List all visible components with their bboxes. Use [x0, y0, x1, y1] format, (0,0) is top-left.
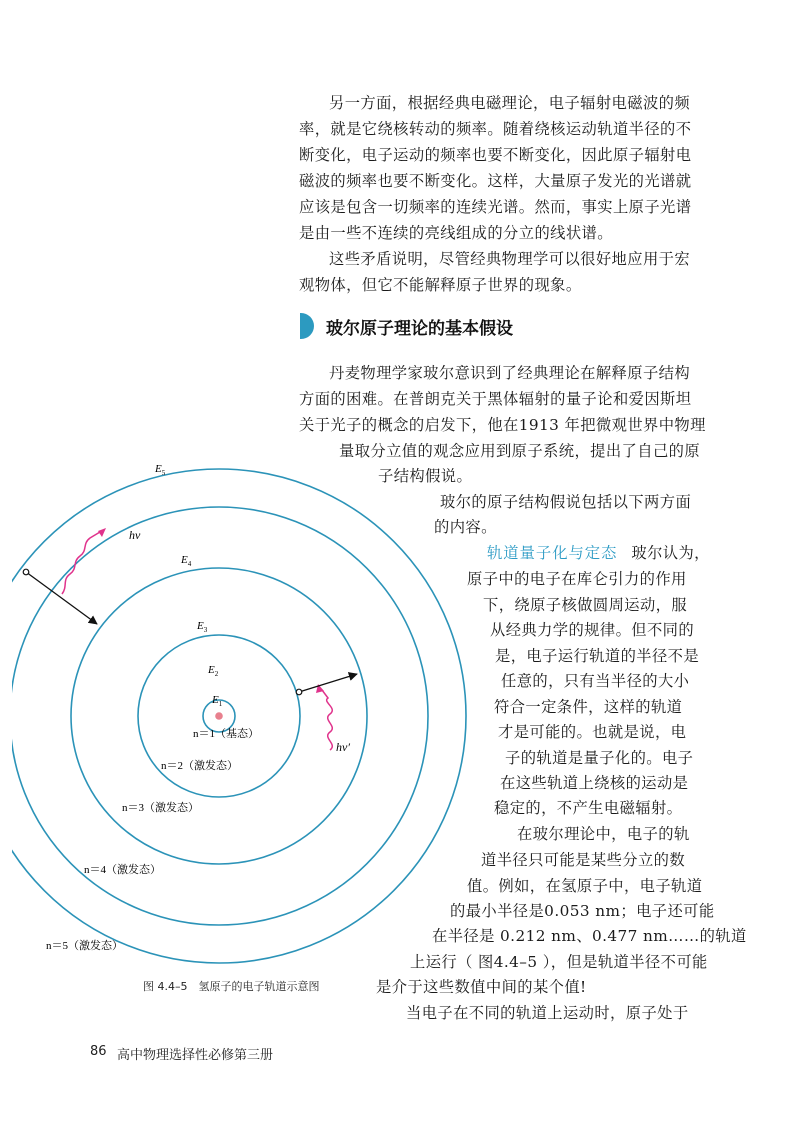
- orbit-n2: [138, 635, 300, 797]
- energy-label-e3: $E_3$: [197, 620, 208, 634]
- section-title: 玻尔原子理论的基本假设: [326, 318, 513, 339]
- energy-label-e5: $E_5$: [155, 463, 166, 477]
- text-line: 是由一些不连续的亮线组成的分立的线状谱。: [299, 224, 613, 242]
- text-line: 才是可能的。也就是说，电: [498, 723, 687, 741]
- transition-arrow-emission: [26, 572, 97, 624]
- photon-emitted-icon: [62, 532, 100, 594]
- figure-caption: 图 4.4–5 氢原子的电子轨道示意图: [143, 980, 320, 993]
- photon-absorption-label: hν′: [336, 740, 350, 754]
- text-line: 子的轨道是量子化的。电子: [505, 749, 694, 767]
- orbit-label-n3: n＝3（激发态）: [122, 802, 199, 814]
- text-line: 应该是包含一切频率的连续光谱。然而，事实上原子光谱: [299, 198, 692, 216]
- text-line: 断变化，电子运动的频率也要不断变化，因此原子辐射电: [299, 146, 692, 164]
- text-line: [487, 540, 710, 566]
- text-line: 当电子在不同的轨道上运动时，原子处于: [406, 1004, 689, 1022]
- nucleus-icon: [215, 712, 223, 720]
- text-line: 从经典力学的规律。但不同的: [490, 621, 695, 639]
- orbit-label-n2: n＝2（激发态）: [161, 760, 238, 772]
- heading-marker-icon: [300, 313, 314, 339]
- text-line: 磁波的频率也要不断变化。这样，大量原子发光的光谱就: [299, 172, 692, 190]
- text-line: 丹麦物理学家玻尔意识到了经典理论在解释原子结构: [329, 364, 691, 382]
- text-line: 是介于这些数值中间的某个值!: [376, 978, 587, 996]
- photon-emitted-arrowhead: [98, 528, 106, 537]
- text-line: 上运行（ 图4.4–5 ），但是轨道半径不可能: [410, 953, 708, 971]
- text-line: 道半径只可能是某些分立的数: [481, 851, 686, 869]
- text-line: 方面的困难。在普朗克关于黑体辐射的量子论和爱因斯坦: [299, 390, 692, 408]
- energy-label-e1: $E_1$: [212, 694, 223, 708]
- keyword-term: 轨道量子化与定态: [487, 544, 618, 562]
- transition-arrow-absorption: [299, 674, 357, 692]
- text-line: 率，就是它绕核转动的频率。随着绕核运动轨道半径的不: [299, 120, 692, 138]
- text-line: 原子中的电子在库仑引力的作用: [467, 570, 687, 588]
- text-line: 子结构假说。: [378, 467, 473, 485]
- text-line: 稳定的，不产生电磁辐射。: [494, 799, 683, 817]
- text-line: 玻尔的原子结构假说包括以下两方面: [440, 493, 692, 511]
- orbit-n4: [10, 507, 428, 925]
- photon-absorbed-icon: [322, 690, 332, 750]
- text-line: 下，绕原子核做圆周运动，服: [483, 596, 688, 614]
- text-span: 玻尔认为，: [631, 544, 710, 562]
- orbit-n5: [0, 469, 466, 963]
- orbit-label-n5: n＝5（激发态）: [46, 940, 123, 952]
- electron-dot: [296, 689, 302, 695]
- text-line: 量取分立值的观念应用到原子系统，提出了自己的原: [339, 442, 701, 460]
- text-line: 在半径是 0.212 nm、0.477 nm……的轨道: [432, 927, 747, 945]
- page-number: 86: [90, 1044, 107, 1059]
- photon-emission-label: hν: [129, 528, 141, 542]
- photon-absorbed-arrowhead: [316, 684, 324, 693]
- text-line: 符合一定条件，这样的轨道: [494, 698, 683, 716]
- book-title: 高中物理选择性必修第三册: [117, 1048, 274, 1063]
- text-line: 另一方面，根据经典电磁理论，电子辐射电磁波的频: [329, 94, 691, 112]
- text-line: 值。例如，在氢原子中，电子轨道: [467, 877, 703, 895]
- energy-label-e2: $E_2$: [208, 664, 219, 678]
- text-line: 在这些轨道上绕核的运动是: [500, 774, 689, 792]
- text-line: 任意的，只有当半径的大小: [501, 672, 690, 690]
- text-line: 观物体，但它不能解释原子世界的现象。: [299, 276, 582, 294]
- text-line: 是，电子运行轨道的半径不是: [495, 647, 700, 665]
- text-line: 的最小半径是0.053 nm；电子还可能: [450, 902, 715, 920]
- electron-dot: [23, 569, 29, 575]
- orbit-n1: [203, 700, 235, 732]
- text-line: 关于光子的概念的启发下，他在1913 年把微观世界中物理: [299, 416, 706, 434]
- energy-label-e4: $E_4$: [181, 554, 192, 568]
- text-line: 在玻尔理论中，电子的轨: [517, 825, 690, 843]
- orbit-label-n4: n＝4（激发态）: [84, 864, 161, 876]
- text-line: 的内容。: [434, 518, 497, 536]
- text-line: 这些矛盾说明，尽管经典物理学可以很好地应用于宏: [329, 250, 691, 268]
- orbit-n3: [71, 568, 367, 864]
- section-heading: [300, 312, 513, 340]
- orbit-label-n1: n＝1（基态）: [193, 728, 259, 740]
